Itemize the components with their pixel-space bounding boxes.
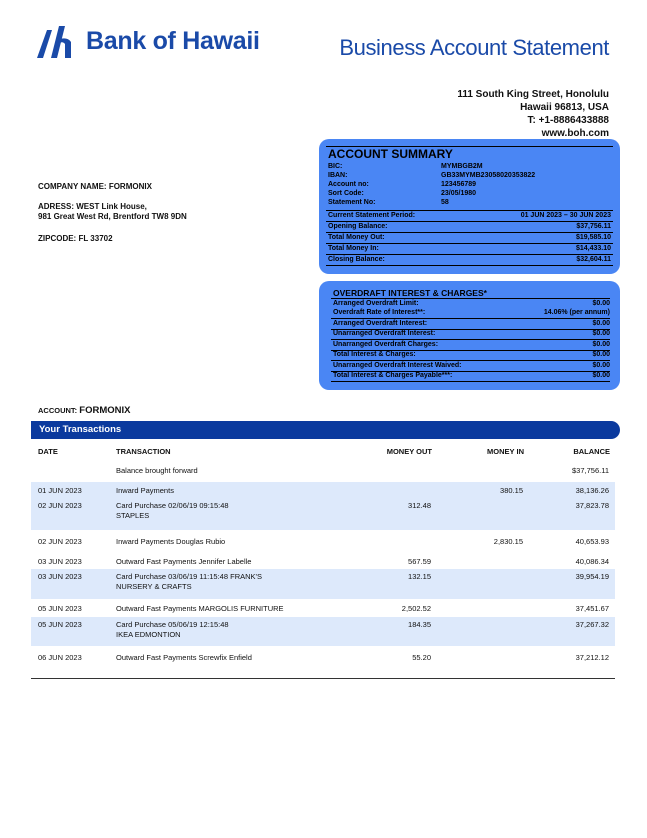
- website-link[interactable]: www.boh.com: [541, 128, 609, 139]
- overdraft-row-value: $0.00: [592, 372, 610, 379]
- summary-row: [326, 243, 613, 254]
- row-balance: $37,756.11: [572, 466, 609, 475]
- row-money-out: 184.35: [408, 620, 431, 629]
- table-row: [31, 599, 615, 617]
- row-description-line-1: Card Purchase 03/06/19 11:15:48 FRANK'S: [116, 572, 262, 581]
- row-date: 02 JUN 2023: [38, 537, 82, 546]
- row-date: 03 JUN 2023: [38, 557, 82, 566]
- row-date: 06 JUN 2023: [38, 653, 82, 662]
- row-description: [116, 501, 229, 521]
- row-description: Outward Fast Payments Screwfix Enfield: [116, 653, 252, 662]
- summary-detail-value: 23/05/1980: [441, 190, 477, 197]
- account-summary-panel: [319, 139, 620, 274]
- row-balance: 37,212.12: [575, 653, 609, 662]
- overdraft-row-label: Overdraft Rate of Interest**:: [333, 309, 426, 316]
- overdraft-row-label: Unarranged Overdraft Interest:: [333, 330, 436, 337]
- row-date: 03 JUN 2023: [38, 572, 82, 581]
- summary-detail-label: IBAN:: [328, 172, 348, 179]
- row-money-out: 312.48: [408, 501, 431, 510]
- address-line: Hawaii 96813, USA: [520, 102, 609, 113]
- overdraft-row-value: $0.00: [592, 300, 610, 307]
- table-row: [31, 617, 615, 646]
- summary-row: [326, 210, 613, 221]
- summary-row-label: Total Money In:: [328, 245, 379, 252]
- summary-detail-label: Sort Code:: [328, 190, 364, 197]
- table-row: [31, 498, 615, 530]
- row-balance: 40,086.34: [575, 557, 609, 566]
- row-date: 05 JUN 2023: [38, 620, 82, 629]
- table-row: [31, 532, 615, 552]
- overdraft-row: [331, 371, 610, 382]
- row-description: Outward Fast Payments MARGOLIS FURNITURE: [116, 604, 284, 613]
- row-description-line-1: Card Purchase 02/06/19 09:15:48: [116, 501, 229, 510]
- overdraft-row-value: $0.00: [592, 330, 610, 337]
- overdraft-row-label: Unarranged Overdraft Interest Waived:: [333, 362, 462, 369]
- overdraft-row-value: $0.00: [592, 320, 610, 327]
- statement-title: Business Account Statement: [339, 35, 609, 60]
- summary-detail-label: Statement No:: [328, 199, 376, 206]
- overdraft-row-value: $0.00: [592, 341, 610, 348]
- column-header-money-out: MONEY OUT: [386, 447, 432, 456]
- row-description-line-1: Card Purchase 05/06/19 12:15:48: [116, 620, 229, 629]
- company-name: COMPANY NAME: FORMONIX: [38, 182, 152, 191]
- transactions-title: Your Transactions: [39, 424, 122, 435]
- row-money-out: 132.15: [408, 572, 431, 581]
- summary-row-value: $14,433.10: [575, 245, 611, 252]
- overdraft-row-value: 14.06% (per annum): [543, 309, 610, 316]
- overdraft-row: [331, 350, 610, 361]
- bank-name: Bank of Hawaii: [86, 27, 260, 55]
- summary-row-value: $37,756.11: [576, 223, 611, 230]
- row-description-line-2: NURSERY & CRAFTS: [116, 582, 192, 591]
- table-row: [31, 648, 615, 668]
- row-balance: 37,267.32: [575, 620, 609, 629]
- customer-address-line-1: ADRESS: WEST Link House,: [38, 202, 147, 211]
- row-money-out: 567.59: [408, 557, 431, 566]
- row-description: Inward Payments: [116, 486, 174, 495]
- overdraft-row-label: Arranged Overdraft Limit:: [333, 300, 419, 307]
- row-balance: 39,954.19: [575, 572, 609, 581]
- row-date: 05 JUN 2023: [38, 604, 82, 613]
- summary-detail-value: MYMBGB2M: [441, 163, 483, 170]
- summary-row: [326, 254, 613, 266]
- overdraft-title: OVERDRAFT INTEREST & CHARGES*: [333, 288, 487, 298]
- overdraft-panel: [319, 281, 620, 390]
- account-label-line: [38, 405, 130, 416]
- overdraft-row-value: $0.00: [592, 351, 610, 358]
- table-row: [31, 552, 615, 569]
- transactions-section-bar: [31, 421, 620, 439]
- row-date: 02 JUN 2023: [38, 501, 82, 510]
- summary-detail-label: BIC:: [328, 163, 343, 170]
- row-money-in: 2,830.15: [493, 537, 523, 546]
- row-description-line-2: STAPLES: [116, 511, 150, 520]
- table-row: [31, 461, 615, 481]
- summary-detail-value: 123456789: [441, 181, 477, 188]
- column-header-money-in: MONEY IN: [487, 447, 524, 456]
- overdraft-row: [331, 308, 610, 319]
- overdraft-row: [331, 329, 610, 340]
- customer-zipcode: ZIPCODE: FL 33702: [38, 234, 113, 243]
- summary-row-label: Total Money Out:: [328, 234, 385, 241]
- summary-row: [326, 232, 613, 243]
- table-row: [31, 482, 615, 498]
- row-description: [116, 620, 229, 640]
- row-description: Balance brought forward: [116, 466, 198, 475]
- row-description: Outward Fast Payments Jennifer Labelle: [116, 557, 252, 566]
- bank-logo-icon: [37, 26, 77, 58]
- row-money-out: 2,502.52: [401, 604, 431, 613]
- row-balance: 37,451.67: [575, 604, 609, 613]
- row-description-line-2: IKEA EDMONTION: [116, 630, 181, 639]
- summary-detail-label: Account no:: [328, 181, 369, 188]
- summary-row-value: $19,585.10: [575, 234, 611, 241]
- row-money-out: 55.20: [412, 653, 431, 662]
- overdraft-row-value: $0.00: [592, 362, 610, 369]
- summary-detail-value: 58: [441, 199, 449, 206]
- summary-row-value: 01 JUN 2023 – 30 JUN 2023: [520, 212, 611, 219]
- overdraft-row-label: Total Interest & Charges:: [333, 351, 416, 358]
- table-bottom-divider: [31, 678, 615, 679]
- address-line: 111 South King Street, Honolulu: [457, 89, 609, 100]
- summary-row-label: Current Statement Period:: [328, 212, 416, 219]
- row-balance: 38,136.26: [575, 486, 609, 495]
- column-header-balance: BALANCE: [573, 447, 610, 456]
- account-name: FORMONIX: [79, 405, 131, 416]
- customer-address-line-2: 981 Great West Rd, Brentford TW8 9DN: [38, 212, 187, 221]
- row-money-in: 380.15: [500, 486, 523, 495]
- account-label: ACCOUNT:: [38, 406, 78, 415]
- column-header-transaction: TRANSACTION: [116, 447, 171, 456]
- row-description: [116, 572, 262, 592]
- table-row: [31, 569, 615, 599]
- overdraft-row-label: Unarranged Overdraft Charges:: [333, 341, 439, 348]
- phone-line: T: +1-8886433888: [527, 115, 609, 126]
- summary-row-label: Closing Balance:: [328, 256, 385, 263]
- row-balance: 37,823.78: [575, 501, 609, 510]
- summary-row-value: $32,604.11: [576, 256, 611, 263]
- bank-address: [457, 88, 609, 140]
- account-summary-title: ACCOUNT SUMMARY: [328, 147, 453, 161]
- summary-detail-value: GB33MYMB23058020353822: [441, 172, 536, 179]
- summary-row: [326, 221, 613, 232]
- row-date: 01 JUN 2023: [38, 486, 82, 495]
- overdraft-row-label: Total Interest & Charges Payable***:: [333, 372, 453, 379]
- row-balance: 40,653.93: [575, 537, 609, 546]
- row-description: Inward Payments Douglas Rubio: [116, 537, 226, 546]
- column-header-date: DATE: [38, 447, 58, 456]
- summary-row-label: Opening Balance:: [328, 223, 388, 230]
- overdraft-row-label: Arranged Overdraft Interest:: [333, 320, 428, 327]
